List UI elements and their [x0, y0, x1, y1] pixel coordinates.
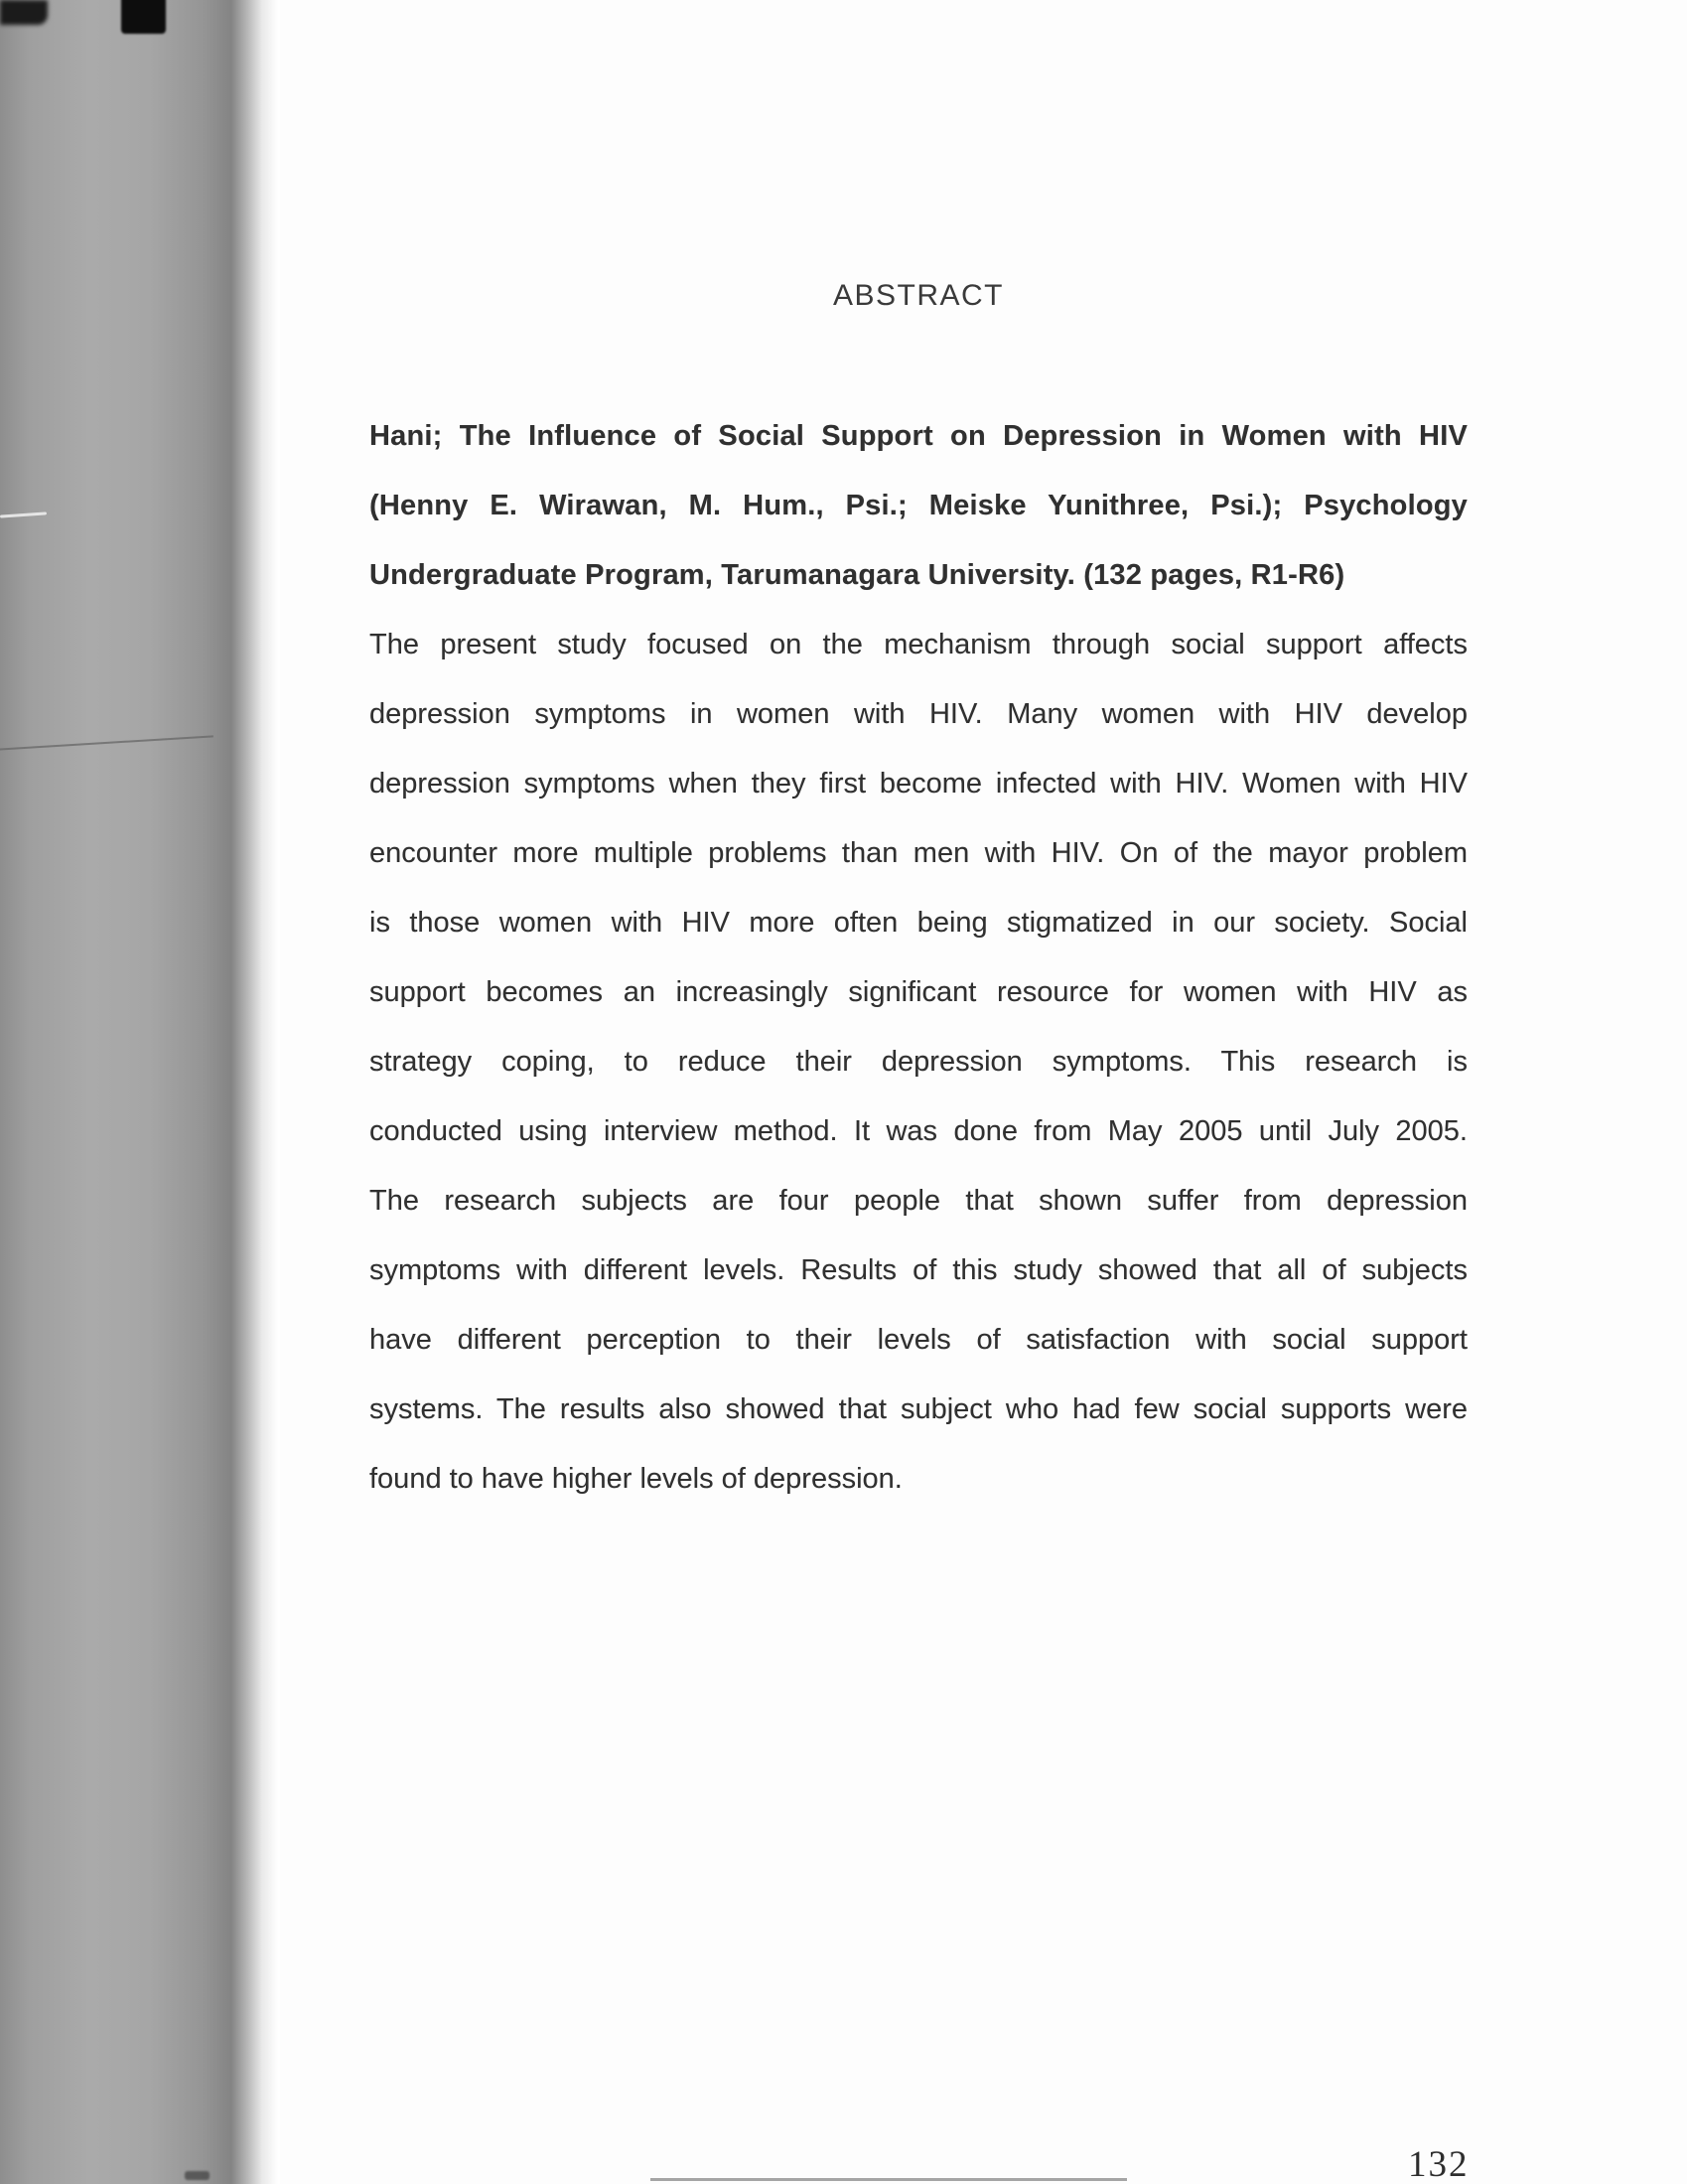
abstract-body-line: depression symptoms when they first become infected with HIV. Women with HIV	[369, 768, 1468, 800]
abstract-body-line: depression symptoms in women with HIV. Many women with HIV develop	[369, 698, 1468, 730]
abstract-body	[369, 610, 1468, 1514]
abstract-body-line: is those women with HIV more often being stigmatized in our society. Social	[369, 907, 1468, 939]
abstract-heading-line: Undergraduate Program, Tarumanagara University. (132 pages, R1-R6)	[369, 559, 1345, 591]
scan-artifact-bottom-edge	[650, 2178, 1127, 2181]
abstract-heading-line: (Henny E. Wirawan, M. Hum., Psi.; Meiske Yunithree, Psi.); Psychology	[369, 490, 1468, 521]
abstract-body-line: symptoms with different levels. Results of this study showed that all of subjects	[369, 1254, 1468, 1286]
abstract-content	[369, 401, 1468, 1514]
abstract-body-line: found to have higher levels of depression.	[369, 1463, 903, 1495]
abstract-body-line: strategy coping, to reduce their depression symptoms. This research is	[369, 1046, 1468, 1078]
abstract-body-line: The present study focused on the mechanism through social support affects	[369, 629, 1468, 660]
scan-artifact-bottom-mark	[185, 2171, 210, 2180]
scan-artifact-corner-patch	[0, 0, 48, 25]
abstract-heading	[369, 401, 1468, 610]
abstract-body-line: The research subjects are four people that shown suffer from depression	[369, 1185, 1468, 1217]
abstract-body-line: have different perception to their levels of satisfaction with social support	[369, 1324, 1468, 1356]
abstract-body-line: systems. The results also showed that subject who had few social supports were	[369, 1393, 1468, 1425]
abstract-body-line: encounter more multiple problems than men with HIV. On of the mayor problem	[369, 837, 1468, 869]
abstract-body-line: support becomes an increasingly significant resource for women with HIV as	[369, 976, 1468, 1008]
scan-artifact-black-bar	[121, 0, 166, 34]
abstract-heading-line: Hani; The Influence of Social Support on Depression in Women with HIV	[369, 420, 1468, 452]
book-spine-shadow	[0, 0, 280, 2184]
page-title: ABSTRACT	[832, 279, 1005, 312]
page-number: 132	[1408, 2144, 1470, 2184]
abstract-body-line: conducted using interview method. It was done from May 2005 until July 2005.	[369, 1115, 1468, 1147]
